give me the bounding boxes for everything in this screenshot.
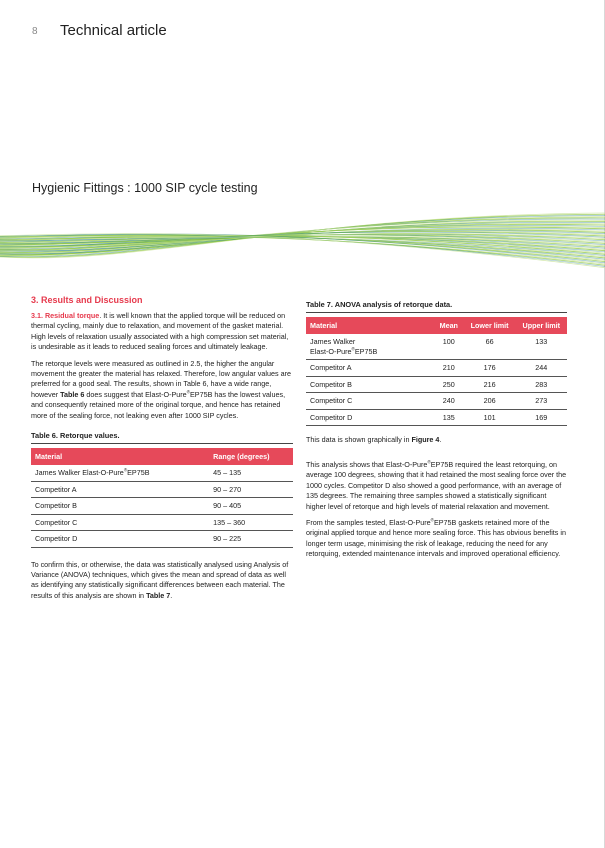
table7-lower-cell: 66: [464, 334, 516, 360]
table7-header-upper: Upper limit: [516, 317, 567, 334]
table7-upper-cell: 273: [516, 393, 567, 410]
paragraph-text: does suggest that Elast-O-Pure: [84, 389, 187, 399]
material-name: Competitor D: [310, 412, 353, 422]
table7-lower-cell: 216: [464, 376, 516, 393]
table7-row: [306, 360, 567, 377]
material-name: Competitor B: [35, 501, 77, 511]
conclusion-paragraph: [306, 518, 567, 560]
right-column: [306, 300, 567, 566]
table6-header-row: [31, 448, 293, 465]
paragraph-text: EP75B gaskets retained more of the original applied torque and hence more sealing force. This has obvious benefits in longer term usage, minimising the risk of leakage, reducing the need for any retorquing, extended maintenance intervals and improved operational efficiency.: [306, 518, 566, 559]
material-name: Competitor C: [310, 396, 353, 405]
retorque-paragraph: [31, 359, 293, 421]
section-heading: 3. Results and Discussion: [31, 295, 143, 305]
table7-lower-cell: 206: [464, 393, 516, 410]
table7-upper-cell: 244: [516, 360, 567, 377]
material-name: Competitor D: [35, 534, 78, 544]
table7-material-cell: [306, 334, 434, 360]
registered-mark: ®: [351, 346, 355, 352]
paragraph-text: EP75B has the lowest values, and consequently retained more of the original torque, and hence has retained more of the sealing force, not leaking even after 1000 SIP cycles.: [31, 389, 286, 420]
material-grade: EP75B: [354, 346, 378, 356]
table7-upper-cell: 283: [516, 376, 567, 393]
table7-mean-cell: 240: [434, 393, 464, 410]
material-grade: EP75B: [127, 468, 150, 478]
figure-reference: Figure 4: [411, 435, 440, 444]
table6-material-cell: [31, 498, 209, 515]
table-reference: Table 7: [146, 590, 171, 600]
table6-row: [31, 514, 293, 531]
table7-material-cell: [306, 409, 434, 426]
wave-lines: [0, 213, 605, 268]
table7-row: [306, 376, 567, 393]
anova-paragraph: [31, 560, 293, 602]
table6-row: [31, 481, 293, 498]
material-name: Elast-O-Pure: [310, 346, 352, 356]
table6-range-cell: 90 – 225: [209, 531, 293, 548]
residual-torque-paragraph: [31, 311, 293, 353]
material-name: James Walker: [310, 337, 356, 346]
table7-body: [306, 334, 567, 426]
table7-mean-cell: 100: [434, 334, 464, 360]
table7-upper-cell: 133: [516, 334, 567, 360]
note-text: .: [439, 435, 442, 444]
table6-caption: Table 6. Retorque values.: [31, 431, 293, 444]
table6-body: [31, 465, 293, 547]
material-name: Competitor A: [310, 363, 352, 372]
paragraph-text: EP75B required the least retorquing, on average 100 degrees, showing that it had retained the most sealing force over the 1000 cycles. Competitor D also showed a good performance, with an average of 135 degrees. The remaining three samples showed a statistically significant higher level of retorque and high levels of material relaxation and movement.: [306, 460, 567, 511]
registered-mark: ®: [427, 459, 431, 465]
table7-caption: Table 7. ANOVA analysis of retorque data.: [306, 300, 567, 313]
note-text: This data is shown graphically in: [306, 435, 412, 444]
paragraph-text: From the samples tested, Elast-O-Pure: [306, 518, 431, 528]
material-name: Competitor A: [35, 484, 77, 494]
material-name: Competitor B: [310, 379, 352, 389]
table7-mean-cell: 250: [434, 376, 464, 393]
table-reference: Table 6: [60, 389, 85, 399]
table7-mean-cell: 135: [434, 409, 464, 426]
material-name: Competitor C: [35, 517, 78, 527]
table6-material-cell: [31, 514, 209, 531]
table7-header-row: [306, 317, 567, 334]
table7-lower-cell: 101: [464, 409, 516, 426]
table6-row: [31, 465, 293, 481]
analysis-paragraph: [306, 460, 567, 512]
paragraph-text: This analysis shows that Elast-O-Pure: [306, 460, 428, 469]
table6-range-cell: 90 – 405: [209, 498, 293, 515]
table6-material-cell: [31, 465, 209, 481]
paragraph-text: . It is well known that the applied torque will be reduced on thermal cycling, mainly due to relaxation, and movement of the gasket material. High levels of relaxation usually associated with a high compression set material, is undesirable as it leads to reduced sealing forces and ultimately leakage.: [31, 311, 289, 352]
table6-range-cell: 135 – 360: [209, 514, 293, 531]
figure-note: [306, 435, 567, 444]
table6-header-material: Material: [31, 448, 209, 465]
left-column: [31, 295, 293, 607]
table6-range-cell: 45 – 135: [209, 465, 293, 481]
registered-mark: ®: [186, 389, 191, 395]
table7-header-lower: Lower limit: [464, 317, 516, 334]
table6-material-cell: [31, 481, 209, 498]
paragraph-text: The retorque levels were measured as outlined in 2.5, the higher the angular movement the greater the material has relaxed. Therefore, low angular values are preferred for a good seal. The results, shown in Table 6, have a wide range, however: [31, 358, 291, 399]
paragraph-text: To confirm this, or otherwise, the data was statistically analysed using Analysis of Variance (ANOVA) techniques, which gives the mean and spread of data as well as identifying any statistically significant differences between each material. The results of this analysis are shown in: [31, 559, 289, 600]
article-subtitle: Hygienic Fittings : 1000 SIP cycle testing: [32, 181, 258, 195]
registered-mark: ®: [123, 467, 128, 473]
table6-row: [31, 531, 293, 548]
table7-lower-cell: 176: [464, 360, 516, 377]
table7-material-cell: [306, 376, 434, 393]
table6-range-cell: 90 – 270: [209, 481, 293, 498]
registered-mark: ®: [430, 517, 434, 523]
subsection-lead: 3.1. Residual torque: [31, 311, 100, 320]
table6-material-cell: [31, 531, 209, 548]
decorative-wave-banner: [0, 205, 605, 275]
table7-mean-cell: 210: [434, 360, 464, 377]
table6-row: [31, 498, 293, 515]
table7-header-material: Material: [306, 317, 434, 334]
table7-material-cell: [306, 360, 434, 377]
table6-header-range: Range (degrees): [209, 448, 293, 465]
article-type-title: Technical article: [60, 22, 167, 39]
table6-retorque-values: [31, 448, 293, 548]
table7-upper-cell: 169: [516, 409, 567, 426]
paragraph-text: .: [170, 590, 173, 600]
table7-material-cell: [306, 393, 434, 410]
page-number: 8: [32, 26, 38, 37]
table7-row: [306, 393, 567, 410]
table7-anova-analysis: [306, 317, 567, 426]
table7-header-mean: Mean: [434, 317, 464, 334]
table7-row: [306, 334, 567, 360]
material-name: James Walker Elast-O-Pure: [35, 468, 124, 478]
table7-row: [306, 409, 567, 426]
